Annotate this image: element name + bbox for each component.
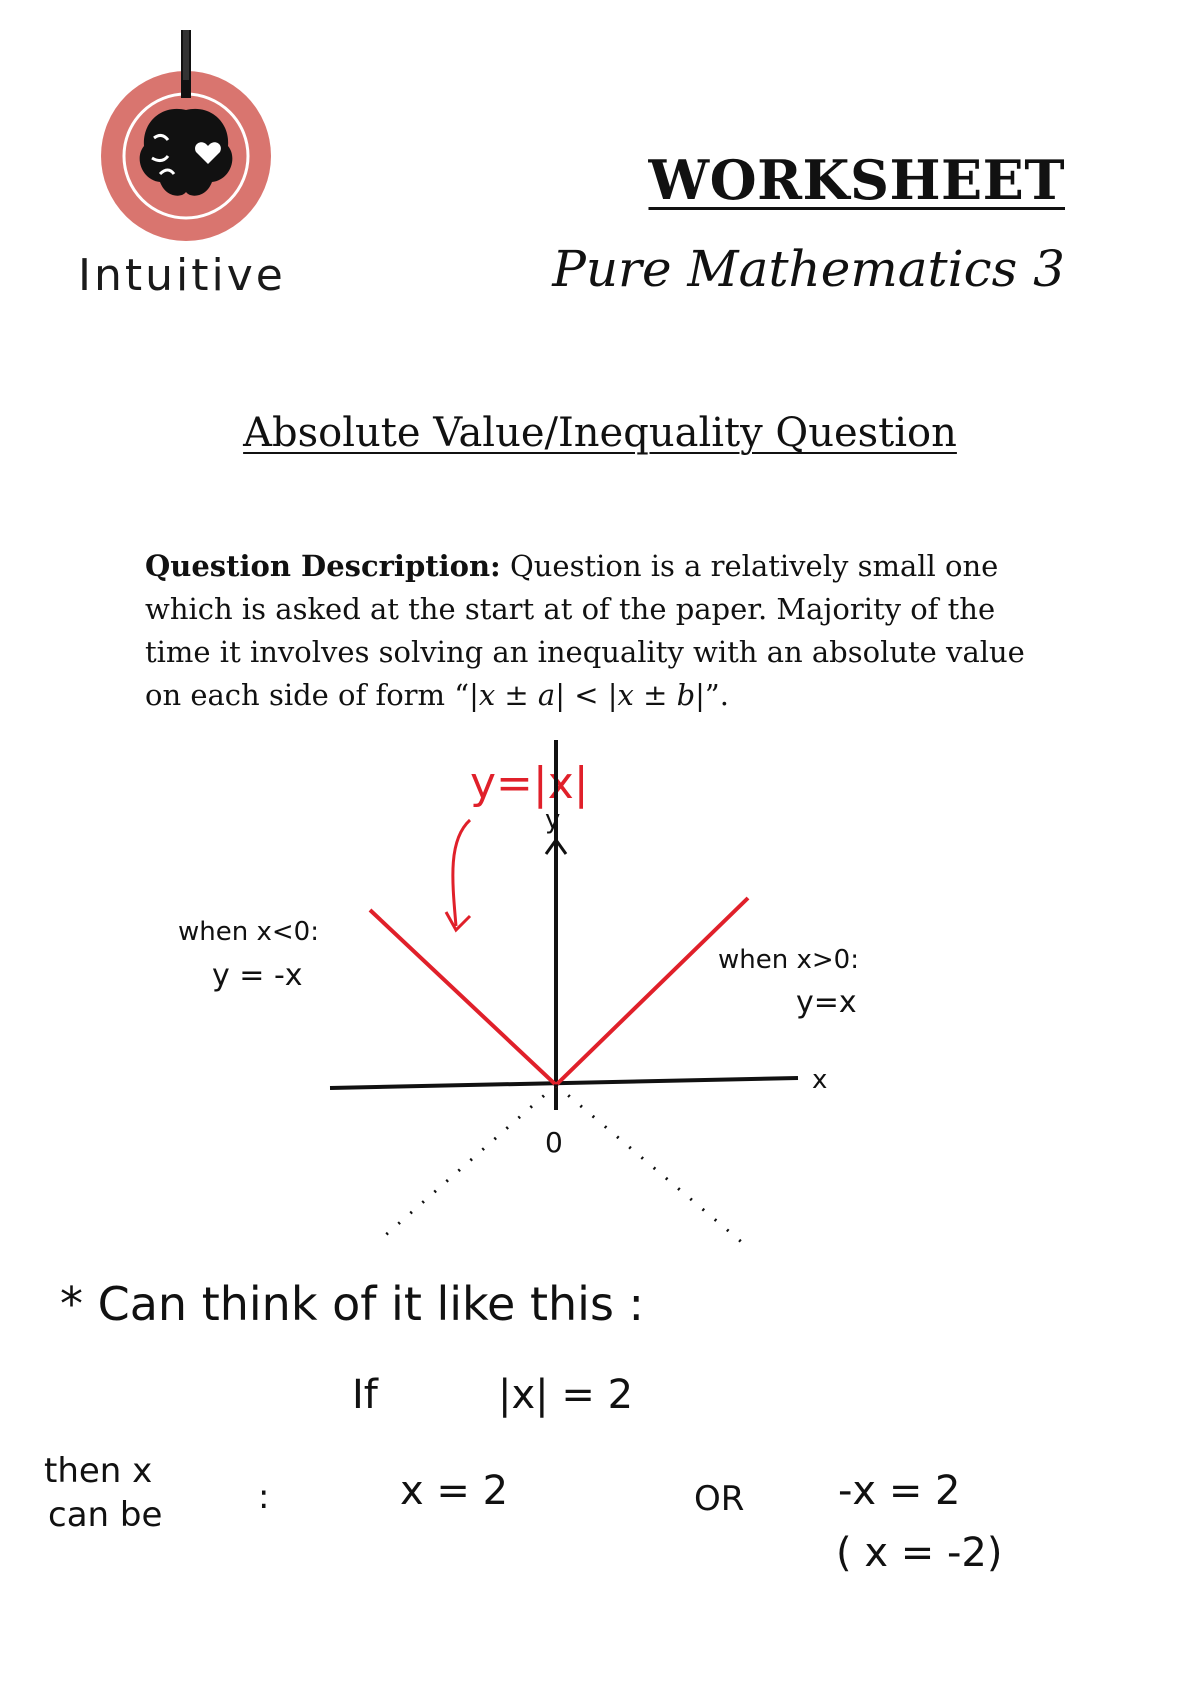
- origin-label: 0: [545, 1126, 563, 1159]
- brain-pen-logo-icon: [70, 30, 310, 250]
- worksheet-subtitle: Pure Mathematics 3: [552, 240, 1065, 298]
- y-axis-label: y: [545, 805, 561, 835]
- description-label: Question Description:: [145, 549, 501, 583]
- description-text: Question is a relatively small one which is asked at the start at of the paper. Majority of the time it involves solving an inequality with an absolute value on each side of form “: [145, 549, 1025, 712]
- graph-arrow: [453, 820, 470, 926]
- note-line-1: * Can think of it like this :: [60, 1277, 645, 1331]
- dotted-left: [380, 1085, 556, 1240]
- question-description: [145, 545, 1065, 717]
- note-or: OR: [694, 1479, 745, 1519]
- x-axis-label: x: [812, 1065, 828, 1095]
- abs-curve: [370, 898, 748, 1085]
- graph-label: y=|x|: [470, 758, 589, 809]
- note-if-equation: |x| = 2: [498, 1372, 634, 1418]
- left-note-1: when x<0:: [178, 917, 319, 947]
- note-colon: :: [258, 1477, 270, 1517]
- worksheet-title: WORKSHEET: [648, 148, 1065, 212]
- description-formula: |x ± a| < |x ± b|: [469, 678, 705, 712]
- section-heading: Absolute Value/Inequality Question: [243, 410, 957, 456]
- absolute-value-sketch: [0, 740, 1200, 1670]
- note-then-1: then x: [44, 1451, 153, 1491]
- arrow-head-icon: [446, 912, 470, 930]
- right-note-2: y=x: [796, 985, 857, 1020]
- note-case-2b: ( x = -2): [836, 1530, 1003, 1576]
- note-case-2: -x = 2: [838, 1468, 961, 1514]
- logo-wordmark: Intuitive: [78, 250, 286, 301]
- note-if: If: [352, 1372, 378, 1418]
- note-then-2: can be: [48, 1495, 163, 1535]
- note-case-1: x = 2: [400, 1468, 509, 1514]
- left-note-2: y = -x: [212, 958, 303, 993]
- description-end: ”.: [704, 678, 729, 712]
- right-note-1: when x>0:: [718, 945, 859, 975]
- dotted-right: [556, 1085, 745, 1245]
